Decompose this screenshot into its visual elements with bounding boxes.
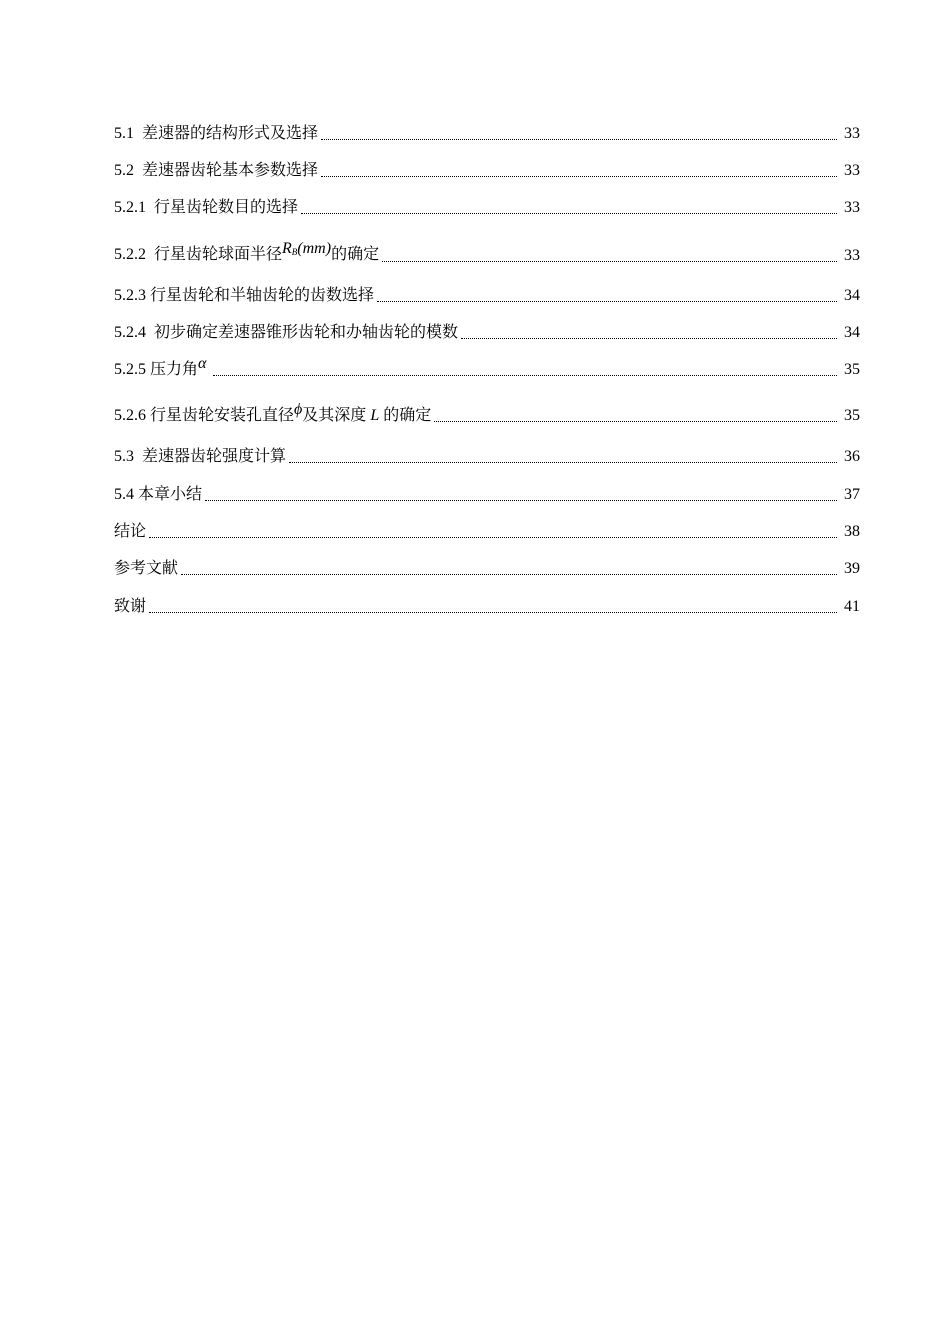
toc-entry-title bbox=[114, 447, 286, 467]
toc-entry-5-1[interactable] bbox=[114, 120, 860, 144]
toc-entry-text: 致谢 bbox=[114, 598, 147, 615]
toc-entry-number: 5.3 bbox=[114, 448, 134, 465]
toc-leader-dots bbox=[377, 300, 837, 302]
toc-entry-title bbox=[114, 597, 146, 617]
toc-leader-dots bbox=[434, 420, 837, 422]
toc-entry-text: 差速器的结构形式及选择 bbox=[142, 125, 319, 142]
math-radius-symbol bbox=[282, 239, 331, 260]
toc-entry-5-2-6[interactable] bbox=[114, 402, 860, 426]
toc-entry-title bbox=[114, 559, 178, 579]
toc-page-number: 37 bbox=[844, 486, 860, 503]
toc-entry-number: 5.2.4 bbox=[114, 324, 146, 341]
toc-entry-text: 本章小结 bbox=[138, 486, 203, 503]
toc-entry-title bbox=[114, 198, 298, 218]
toc-page-number: 35 bbox=[844, 361, 860, 378]
toc-entry-text-mid: 及其深度 bbox=[302, 407, 367, 424]
toc-entry-title bbox=[114, 355, 210, 380]
toc-entry-title bbox=[114, 522, 146, 542]
toc-entry-number: 5.1 bbox=[114, 125, 134, 142]
toc-entry-5-2-3[interactable] bbox=[114, 282, 860, 306]
toc-entry-title bbox=[114, 240, 380, 266]
toc-entry-references[interactable] bbox=[114, 555, 860, 579]
toc-leader-dots bbox=[461, 337, 837, 339]
toc-entry-number: 5.2.5 bbox=[114, 361, 146, 378]
toc-entry-title bbox=[114, 401, 432, 426]
toc-entry-title bbox=[114, 485, 202, 505]
toc-entry-title bbox=[114, 286, 374, 306]
toc-leader-dots bbox=[205, 499, 837, 501]
toc-entry-text-suffix: 的确定 bbox=[331, 246, 380, 263]
toc-entry-text-suffix: 的确定 bbox=[383, 407, 432, 424]
math-depth-l-symbol: L bbox=[370, 407, 380, 424]
toc-leader-dots bbox=[382, 260, 837, 262]
toc-entry-5-2-2[interactable] bbox=[114, 242, 860, 266]
toc-page-number: 33 bbox=[844, 247, 860, 264]
math-subscript-b: B bbox=[291, 247, 298, 257]
toc-entry-number: 5.2 bbox=[114, 162, 134, 179]
math-unit-mm: (mm) bbox=[297, 240, 332, 257]
toc-page-number: 39 bbox=[844, 560, 860, 577]
toc-page-number: 33 bbox=[844, 199, 860, 216]
toc-leader-dots bbox=[301, 212, 837, 214]
toc-entry-number: 5.4 bbox=[114, 486, 134, 503]
toc-entry-text: 参考文献 bbox=[114, 560, 179, 577]
toc-leader-dots bbox=[149, 611, 837, 613]
toc-entry-5-2-5[interactable] bbox=[114, 356, 860, 380]
toc-entry-text: 行星齿轮球面半径 bbox=[154, 246, 283, 263]
toc-entry-text: 压力角 bbox=[150, 361, 199, 378]
toc-entry-text: 差速器齿轮基本参数选择 bbox=[142, 162, 319, 179]
toc-entry-number: 5.2.6 bbox=[114, 407, 146, 424]
toc-entry-text: 结论 bbox=[114, 523, 147, 540]
toc-page-number: 35 bbox=[844, 407, 860, 424]
toc-page-number: 38 bbox=[844, 523, 860, 540]
math-alpha-symbol: α bbox=[198, 355, 207, 372]
toc-entry-text: 行星齿轮数目的选择 bbox=[154, 199, 299, 216]
toc-entry-title bbox=[114, 124, 318, 144]
toc-page-number: 41 bbox=[844, 598, 860, 615]
toc-entry-title bbox=[114, 161, 318, 181]
toc-entry-number: 5.2.2 bbox=[114, 246, 146, 263]
toc-entry-text: 行星齿轮安装孔直径 bbox=[150, 407, 295, 424]
toc-entry-text: 行星齿轮和半轴齿轮的齿数选择 bbox=[150, 287, 375, 304]
toc-leader-dots bbox=[149, 536, 837, 538]
math-r: R bbox=[282, 240, 292, 257]
toc-leader-dots bbox=[289, 461, 837, 463]
toc-entry-5-2-4[interactable] bbox=[114, 319, 860, 343]
toc-page-number: 34 bbox=[844, 324, 860, 341]
toc-leader-dots bbox=[181, 573, 837, 575]
toc-leader-dots bbox=[321, 175, 837, 177]
toc-page-number: 34 bbox=[844, 287, 860, 304]
toc-leader-dots bbox=[321, 138, 837, 140]
toc-page-number: 33 bbox=[844, 125, 860, 142]
toc-entry-text: 初步确定差速器锥形齿轮和办轴齿轮的模数 bbox=[154, 324, 459, 341]
toc-entry-title bbox=[114, 323, 458, 343]
toc-page-number: 36 bbox=[844, 448, 860, 465]
toc-entry-5-3[interactable] bbox=[114, 443, 860, 467]
toc-entry-conclusion[interactable] bbox=[114, 518, 860, 542]
toc-entry-5-2[interactable] bbox=[114, 157, 860, 181]
toc-entry-number: 5.2.3 bbox=[114, 287, 146, 304]
toc-page-number: 33 bbox=[844, 162, 860, 179]
toc-entry-number: 5.2.1 bbox=[114, 199, 146, 216]
math-phi-symbol: ϕ bbox=[294, 401, 303, 418]
toc-entry-text: 差速器齿轮强度计算 bbox=[142, 448, 287, 465]
toc-entry-5-4[interactable] bbox=[114, 481, 860, 505]
toc-leader-dots bbox=[213, 374, 837, 376]
toc-entry-acknowledgements[interactable] bbox=[114, 593, 860, 617]
toc-entry-5-2-1[interactable] bbox=[114, 194, 860, 218]
